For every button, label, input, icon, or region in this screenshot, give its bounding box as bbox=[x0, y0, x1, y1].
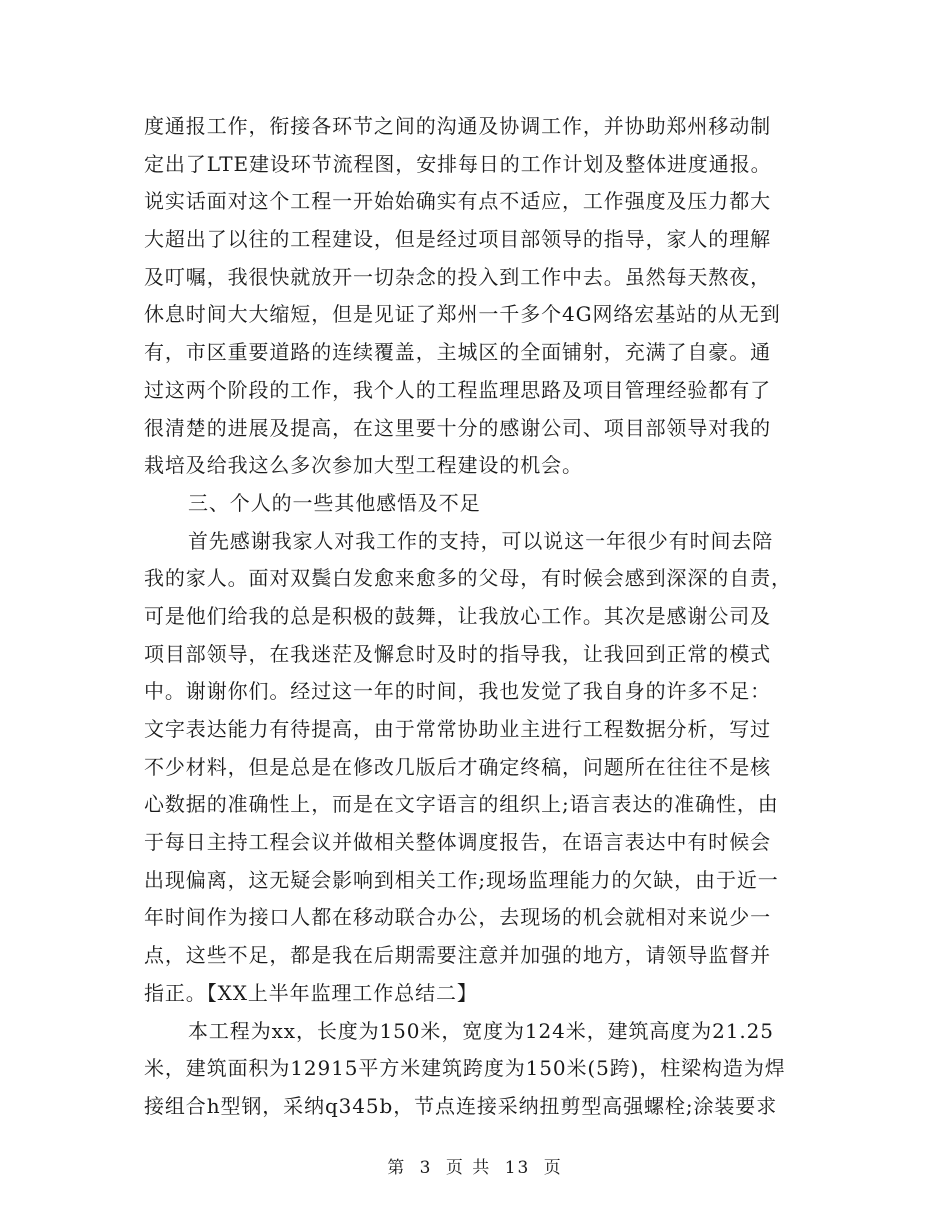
footer-prefix: 第 bbox=[387, 1158, 407, 1178]
text-line: 首先感谢我家人对我工作的支持，可以说这一年很少有时间去陪 bbox=[188, 528, 774, 553]
text-line: 休息时间大大缩短，但是见证了郑州一千多个4G网络宏基站的从无到 bbox=[144, 302, 781, 327]
text-line: 接组合h型钢，采纳q345b，节点连接采纳扭剪型高强螺栓;涂装要求 bbox=[144, 1093, 778, 1118]
text-line: 文字表达能力有待提高，由于常常协助业主进行工程数据分析，写过 bbox=[144, 717, 771, 741]
text-line: 指正。【XX上半年监理工作总结二】 bbox=[144, 980, 478, 1005]
text-line: 可是他们给我的总是积极的鼓舞，让我放心工作。其次是感谢公司及 bbox=[144, 603, 771, 628]
text-line: 项目部领导，在我迷茫及懈怠时及时的指导我，让我回到正常的模式 bbox=[144, 641, 771, 666]
page-footer bbox=[0, 1153, 950, 1178]
text-line: 过这两个阶段的工作，我个人的工程监理思路及项目管理经验都有了 bbox=[144, 377, 771, 402]
text-line: 点，这些不足，都是我在后期需要注意并加强的地方，请领导监督并 bbox=[144, 943, 771, 968]
body-text bbox=[144, 108, 799, 1126]
section-heading: 三、个人的一些其他感悟及不足 bbox=[188, 490, 481, 515]
text-line: 栽培及给我这么多次参加大型工程建设的机会。 bbox=[144, 453, 583, 478]
text-line: 有，市区重要道路的连续覆盖，主城区的全面铺射，充满了自豪。通 bbox=[144, 340, 771, 365]
text-line: 不少材料，但是总是在修改几版后才确定终稿，问题所在往往不是核 bbox=[144, 754, 771, 779]
text-line: 定出了LTE建设环节流程图，安排每日的工作计划及整体进度通报。 bbox=[144, 151, 772, 176]
text-line: 中。谢谢你们。经过这一年的时间，我也发觉了我自身的许多不足： bbox=[144, 679, 771, 704]
footer-middle: 页 共 bbox=[445, 1158, 492, 1178]
text-line: 出现偏离，这无疑会影响到相关工作;现场监理能力的欠缺，由于近一 bbox=[144, 867, 779, 892]
text-line: 大超出了以往的工程建设，但是经过项目部领导的指导，家人的理解 bbox=[144, 227, 771, 252]
text-line: 本工程为xx，长度为150米，宽度为124米，建筑高度为21.25 bbox=[188, 1018, 774, 1043]
text-line: 及叮嘱，我很快就放开一切杂念的投入到工作中去。虽然每天熬夜， bbox=[144, 264, 771, 289]
text-line: 很清楚的进展及提高，在这里要十分的感谢公司、项目部领导对我的 bbox=[144, 415, 771, 440]
text-line: 于每日主持工程会议并做相关整体调度报告，在语言表达中有时候会 bbox=[144, 830, 771, 855]
footer-page-number: 3 bbox=[419, 1158, 433, 1178]
text-line: 我的家人。面对双鬓白发愈来愈多的父母，有时候会感到深深的自责， bbox=[144, 566, 792, 591]
text-line: 度通报工作，衔接各环节之间的沟通及协调工作，并协助郑州移动制 bbox=[144, 114, 771, 138]
text-line: 年时间作为接口人都在移动联合办公，去现场的机会就相对来说少一 bbox=[144, 905, 771, 930]
text-line: 米，建筑面积为12915平方米建筑跨度为150米(5跨)，柱梁构造为焊 bbox=[144, 1056, 786, 1081]
text-line: 说实话面对这个工程一开始始确实有点不适应，工作强度及压力都大 bbox=[144, 189, 771, 214]
footer-total-pages: 13 bbox=[504, 1158, 531, 1178]
footer-suffix: 页 bbox=[543, 1158, 563, 1178]
text-line: 心数据的准确性上，而是在文字语言的组织上;语言表达的准确性，由 bbox=[144, 792, 779, 817]
